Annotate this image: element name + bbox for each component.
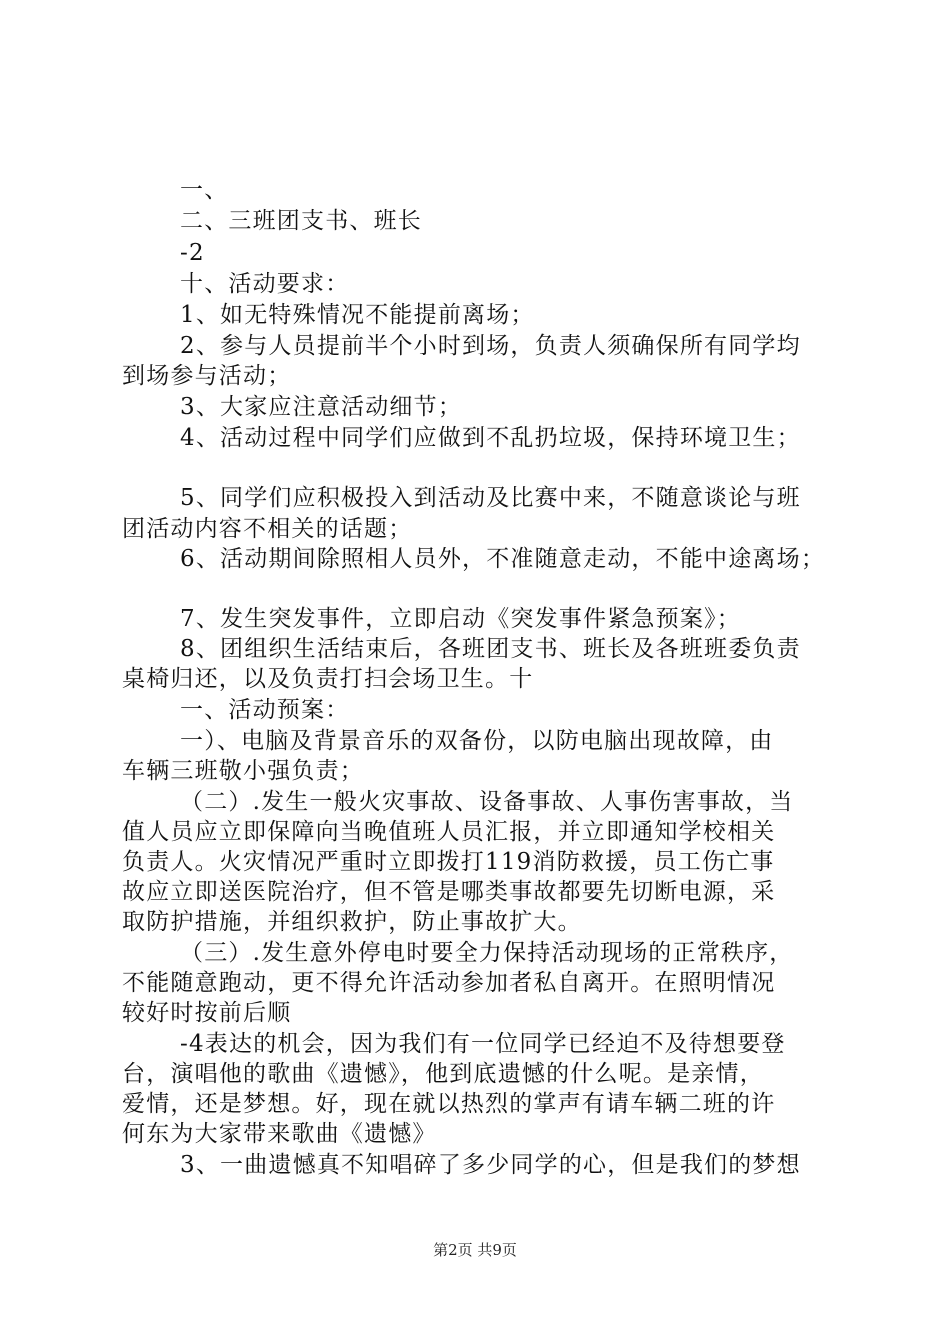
text-line: （三）.发生意外停电时要全力保持活动现场的正常秩序， bbox=[180, 940, 794, 966]
text-line: 故应立即送医院治疗，但不管是哪类事故都要先切断电源，采 bbox=[122, 879, 776, 905]
text-line: 台，演唱他的歌曲《遗憾》，他到底遗憾的什么呢。是亲情， bbox=[122, 1061, 764, 1087]
text-line: 7、发生突发事件，立即启动《突发事件紧急预案》； bbox=[180, 606, 741, 632]
text-line: （二）.发生一般火灾事故、设备事故、人事伤害事故，当 bbox=[180, 789, 794, 815]
page-number-footer: 第2页 共9页 bbox=[433, 1241, 517, 1259]
text-line: 何东为大家带来歌曲《遗憾》 bbox=[122, 1121, 437, 1147]
text-line: 8、团组织生活结束后，各班团支书、班长及各班班委负责 bbox=[180, 636, 801, 662]
text-line: -4表达的机会，因为我们有一位同学已经迫不及待想要登 bbox=[180, 1031, 786, 1057]
text-line: 1、如无特殊情况不能提前离场； bbox=[180, 302, 535, 328]
text-line: 取防护措施，并组织救护，防止事故扩大。 bbox=[122, 909, 582, 935]
text-line: 负责人。火灾情况严重时立即拨打119消防救援，员工伤亡事 bbox=[122, 849, 775, 875]
text-line: 车辆三班敬小强负责； bbox=[122, 758, 364, 784]
text-line: 桌椅归还，以及负责打扫会场卫生。十 bbox=[122, 666, 534, 692]
text-line: 值人员应立即保障向当晚值班人员汇报，并立即通知学校相关 bbox=[122, 819, 776, 845]
text-line: -2 bbox=[180, 240, 205, 266]
text-line: 一、活动预案： bbox=[180, 697, 350, 723]
text-line: 2、参与人员提前半个小时到场，负责人须确保所有同学均 bbox=[180, 333, 801, 359]
text-line: 6、活动期间除照相人员外，不准随意走动，不能中途离场； bbox=[180, 546, 826, 572]
text-line: 不能随意跑动，更不得允许活动参加者私自离开。在照明情况 bbox=[122, 970, 776, 996]
text-line: 一）、电脑及背景音乐的双备份，以防电脑出现故障，由 bbox=[180, 728, 774, 754]
text-line: 一、 bbox=[180, 177, 229, 203]
text-line: 爱情，还是梦想。好，现在就以热烈的掌声有请车辆二班的许 bbox=[122, 1091, 776, 1117]
text-line: 十、活动要求： bbox=[180, 271, 350, 297]
text-line: 二、三班团支书、班长 bbox=[180, 208, 422, 234]
text-line: 团活动内容不相关的话题； bbox=[122, 516, 413, 542]
text-line: 5、同学们应积极投入到活动及比赛中来，不随意谈论与班 bbox=[180, 485, 801, 511]
text-line: 到场参与活动； bbox=[122, 363, 292, 389]
text-line: 3、一曲遗憾真不知唱碎了多少同学的心，但是我们的梦想 bbox=[180, 1152, 801, 1178]
text-line: 3、大家应注意活动细节； bbox=[180, 394, 463, 420]
text-line: 较好时按前后顺 bbox=[122, 1000, 292, 1026]
text-line: 4、活动过程中同学们应做到不乱扔垃圾，保持环境卫生； bbox=[180, 425, 801, 451]
